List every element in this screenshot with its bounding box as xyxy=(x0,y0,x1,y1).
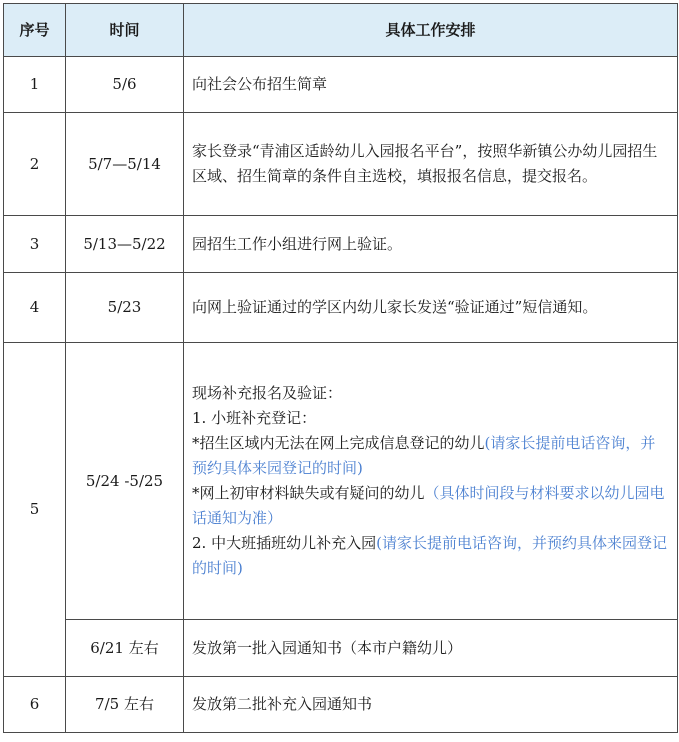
row-no: 1 xyxy=(4,57,66,113)
task-item-2 xyxy=(192,531,669,581)
row-task: 发放第二批补充入园通知书 xyxy=(184,677,678,733)
task-item-1b-text: *网上初审材料缺失或有疑问的幼儿 xyxy=(192,484,425,502)
row-time: 6/21 左右 xyxy=(66,620,184,677)
header-no: 序号 xyxy=(4,4,66,57)
row-no: 2 xyxy=(4,113,66,216)
row-time: 5/23 xyxy=(66,273,184,343)
task-item-1a xyxy=(192,431,669,481)
table-row xyxy=(4,620,678,677)
task-item-2-text: 2. 中大班插班幼儿补充入园 xyxy=(192,534,377,552)
task-item-1a-text: *招生区域内无法在网上完成信息登记的幼儿 xyxy=(192,434,485,452)
row-task-onsite xyxy=(184,343,678,620)
task-item-1: 1. 小班补充登记： xyxy=(192,409,317,427)
row-time: 5/24 -5/25 xyxy=(66,343,184,620)
row-task: 园招生工作小组进行网上验证。 xyxy=(184,216,678,273)
row-task: 向网上验证通过的学区内幼儿家长发送“验证通过”短信通知。 xyxy=(184,273,678,343)
row-time: 5/7—5/14 xyxy=(66,113,184,216)
table-row xyxy=(4,57,678,113)
table-row xyxy=(4,113,678,216)
row-time: 7/5 左右 xyxy=(66,677,184,733)
table-row xyxy=(4,343,678,620)
row-no: 5 xyxy=(4,343,66,677)
table-row xyxy=(4,273,678,343)
row-task: 发放第一批入园通知书（本市户籍幼儿） xyxy=(184,620,678,677)
task-item-1b xyxy=(192,481,669,531)
table-header-row xyxy=(4,4,678,57)
row-time: 5/13—5/22 xyxy=(66,216,184,273)
row-time: 5/6 xyxy=(66,57,184,113)
task-intro: 现场补充报名及验证： xyxy=(192,384,343,402)
row-task: 向社会公布招生简章 xyxy=(184,57,678,113)
header-task: 具体工作安排 xyxy=(184,4,678,57)
row-no: 4 xyxy=(4,273,66,343)
task-item-1b-note: （具体时间段与材料要求以幼儿园电话通知为准） xyxy=(192,484,665,527)
task-item-1a-note: (请家长提前电话咨询，并预约具体来园登记的时间) xyxy=(192,434,656,477)
row-task: 家长登录“青浦区适龄幼儿入园报名平台”，按照华新镇公办幼儿园招生区域、招生简章的条件自主选校，填报报名信息，提交报名。 xyxy=(184,113,678,216)
enrollment-schedule-table xyxy=(3,3,678,733)
header-time: 时间 xyxy=(66,4,184,57)
table-row xyxy=(4,677,678,733)
row-no: 3 xyxy=(4,216,66,273)
table-row xyxy=(4,216,678,273)
task-item-2-note: (请家长提前电话咨询，并预约具体来园登记的时间) xyxy=(192,534,667,577)
row-no: 6 xyxy=(4,677,66,733)
